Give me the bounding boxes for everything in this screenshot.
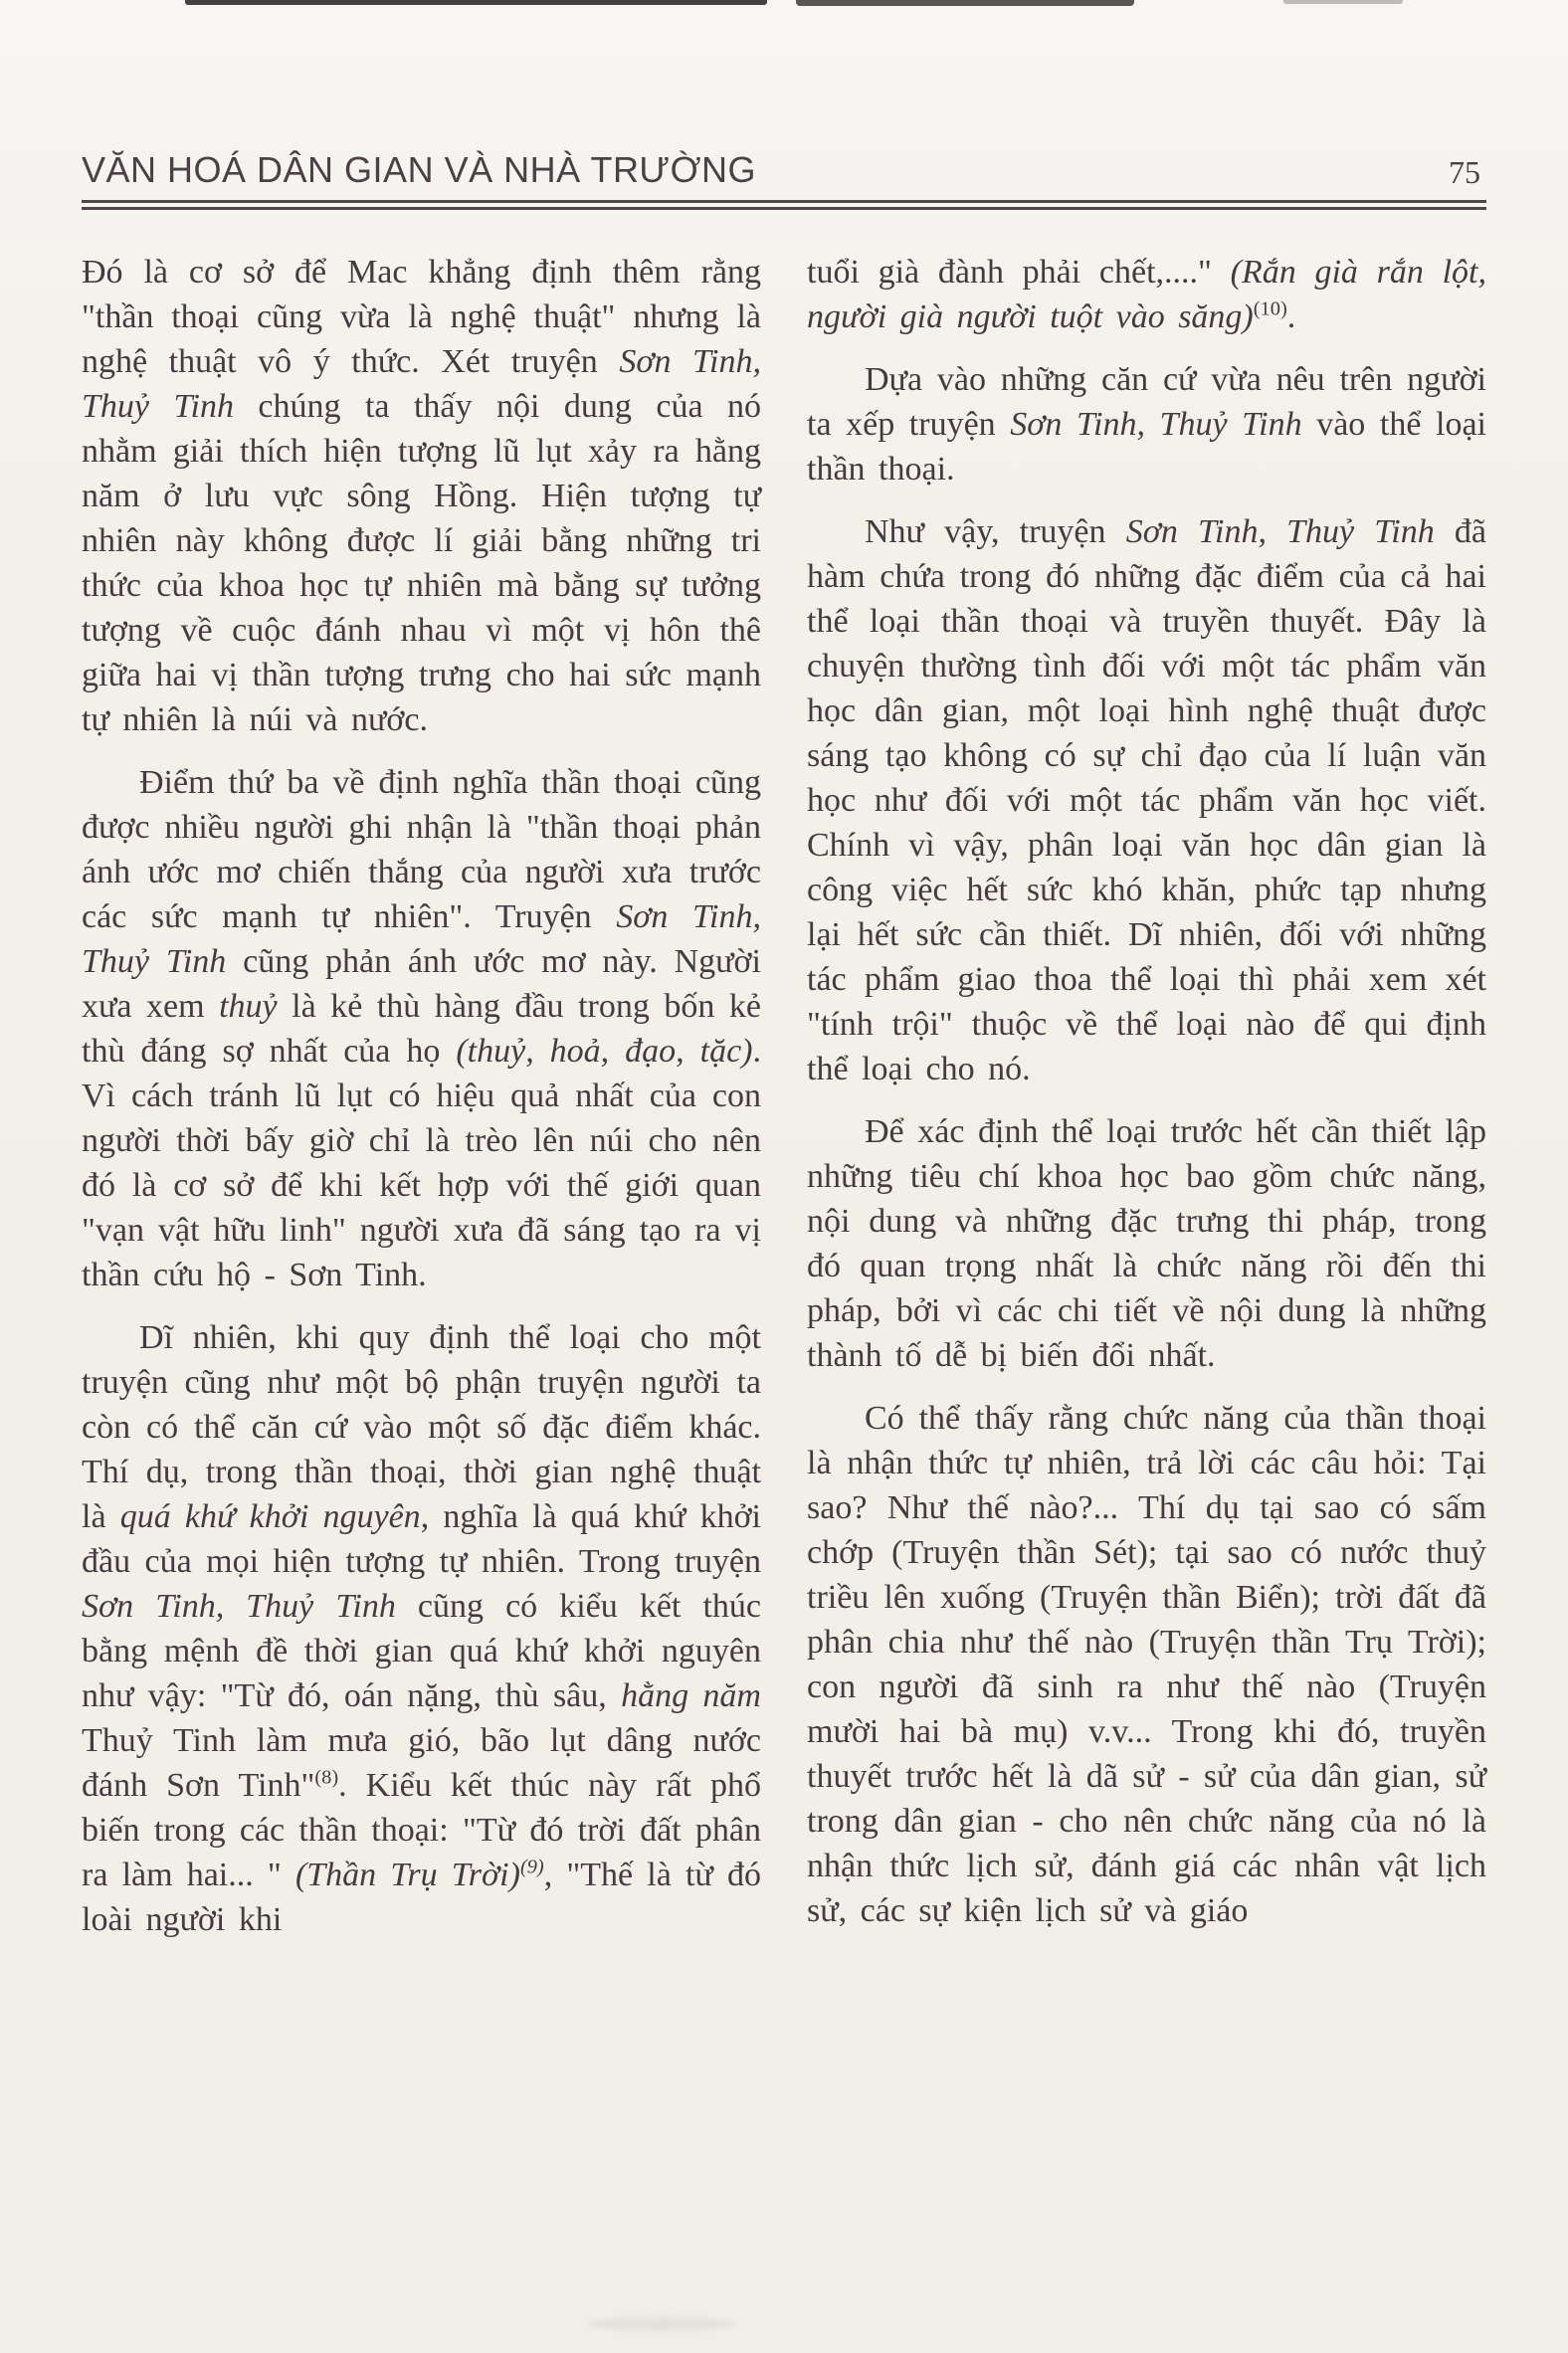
text-run: Thuỷ Tinh làm mưa gió, bão lụt dâng nước đánh Sơn Tinh" [82, 1722, 761, 1804]
text-run: . Vì cách tránh lũ lụt có hiệu quả nhất của con người thời bấy giờ chỉ là trèo lên núi cho nên đó là cơ sở để khi kết hợp với thế giới quan "vạn vật hữu linh" người xưa đã sáng tạo ra vị thần cứu hộ - Sơn Tinh. [82, 1033, 762, 1293]
text-run: Dĩ nhiên, khi quy định thể loại cho một truyện cũng như một bộ phận truyện người ta còn có thể căn cứ vào một số đặc điểm khác. Thí dụ, trong thần thoại, thời gian nghệ thuật là [82, 1319, 761, 1535]
page-number: 75 [1449, 154, 1480, 190]
text-run: (Thần Trụ Trời) [294, 1857, 520, 1893]
column-right [807, 250, 1486, 1942]
page-content [0, 149, 1568, 1942]
text-run: . [1286, 298, 1296, 335]
text-run: cũng phản ánh ước mơ này. Người xưa xem [82, 943, 761, 1025]
text-run: Điểm thứ ba về định nghĩa thần thoại cũng được nhiều người ghi nhận là "thần thoại phản ánh ước mơ chiến thắng của người xưa trước các sức mạnh tự nhiên". Truyện [82, 764, 761, 935]
text-run: Sơn Tinh, Thuỷ Tinh [82, 898, 761, 980]
paragraph [807, 509, 1486, 1091]
text-run: chúng ta thấy nội dung của nó nhằm giải thích hiện tượng lũ lụt xảy ra hằng năm ở lưu vực sông Hồng. Hiện tượng tự nhiên này không được lí giải bằng những tri thức của khoa học tự nhiên mà bằng sự tưởng tượng về cuộc đánh nhau vì một vị hôn thê giữa hai vị thần tượng trưng cho hai sức mạnh tự nhiên là núi và nước. [82, 388, 761, 738]
paragraph [807, 250, 1486, 339]
text-run: Để xác định thể loại trước hết cần thiết lập những tiêu chí khoa học bao gồm chức năng, nội dung và những đặc trưng thi pháp, trong đó quan trọng nhất là chức năng rồi đến thi pháp, bởi vì các chi tiết về nội dung là những thành tố dễ bị biến đổi nhất. [807, 1113, 1486, 1374]
scan-artifact-streak [1283, 0, 1403, 4]
footnote-marker: (10) [1253, 297, 1287, 320]
paragraph [82, 250, 761, 742]
text-run: quá khứ khởi nguyên [119, 1498, 421, 1535]
text-run: là kẻ thù hàng đầu trong bốn kẻ thù đáng sợ nhất của họ [82, 988, 761, 1070]
footnote-marker: (9) [519, 1856, 544, 1878]
scan-artifact-streak [796, 0, 1134, 6]
text-run: đã hàm chứa trong đó những đặc điểm của cả hai thể loại thần thoại và truyền thuyết. Đây là chuyện thường tình đối với một tác phẩm văn học dân gian, một loại hình nghệ thuật được sáng tạo không có sự chỉ đạo của lí luận văn học như đối với một tác phẩm văn học viết. Chính vì vậy, phân loại văn học dân gian là công việc hết sức khó khăn, phức tạp nhưng lại hết sức cần thiết. Dĩ nhiên, đối với những tác phẩm giao thoa thể loại thì phải xem xét "tính trội" thuộc về thể loại nào để qui định thể loại cho nó. [807, 513, 1486, 1087]
text-run: (Rắn già rắn lột, người già người tuột vào săng) [807, 254, 1486, 335]
page-header [82, 149, 1486, 191]
text-run: thuỷ [219, 988, 278, 1025]
text-run: Dựa vào những căn cứ vừa nêu trên người ta xếp truyện [807, 361, 1486, 443]
text-run: , nghĩa là quá khứ khởi đầu của mọi hiện tượng tự nhiên. Trong truyện [82, 1498, 761, 1580]
paragraph [82, 760, 761, 1297]
text-run: Có thể thấy rằng chức năng của thần thoại là nhận thức tự nhiên, trả lời các câu hỏi: Tại sao? Như thế nào?... Thí dụ tại sao có sấm chớp (Truyện thần Sét); tại sao có nước thuỷ triều lên xuống (Truyện thần Biển); trời đất đã phân chia như thế nào (Truyện thần Trụ Trời); con người đã sinh ra như thế nào (Truyện mười hai bà mụ) v.v... Trong khi đó, truyền thuyết trước hết là dã sử - sử của dân gian, sử trong dân gian - cho nên chức năng của nó là nhận thức lịch sử, đánh giá các nhân vật lịch sử, các sự kiện lịch sử và giáo [807, 1400, 1486, 1929]
text-run: Sơn Tinh, Thuỷ Tinh [1010, 406, 1302, 443]
paragraph [807, 357, 1486, 491]
text-run: (thuỷ, hoả, đạo, tặc) [456, 1033, 753, 1070]
running-head-title: VĂN HOÁ DÂN GIAN VÀ NHÀ TRƯỜNG [82, 149, 757, 190]
text-run: Như vậy, truyện [865, 513, 1126, 550]
text-run: cũng có kiểu kết thúc bằng mệnh đề thời gian quá khứ khởi nguyên như vậy: "Từ đó, oán nặng, thù sâu, [82, 1588, 761, 1714]
text-run: Sơn Tinh, Thuỷ Tinh [82, 1588, 396, 1625]
text-run: vào thể loại thần thoại. [807, 406, 1486, 488]
column-left [82, 250, 761, 1942]
text-run: . Kiểu kết thúc này rất phổ biến trong các thần thoại: "Từ đó trời đất phân ra làm hai... " [82, 1767, 762, 1893]
text-run: , "Thế là từ đó loài người khi [82, 1857, 761, 1938]
footnote-marker: (8) [314, 1766, 339, 1789]
header-double-rule [82, 200, 1486, 210]
text-run: hằng năm [621, 1677, 761, 1714]
paragraph [807, 1109, 1486, 1378]
paragraph [807, 1396, 1486, 1933]
scan-artifact-streak [185, 0, 767, 5]
scan-artifact-smudge [587, 2317, 736, 2331]
text-run: tuổi già đành phải chết,...." [807, 254, 1231, 291]
text-run: Đó là cơ sở để Mac khẳng định thêm rằng "thần thoại cũng vừa là nghệ thuật" nhưng là nghệ thuật vô ý thức. Xét truyện [82, 254, 761, 380]
paragraph [82, 1315, 761, 1942]
text-run: Sơn Tinh, Thuỷ Tinh [82, 343, 761, 425]
text-columns [82, 250, 1486, 1942]
text-run: Sơn Tinh, Thuỷ Tinh [1125, 513, 1435, 550]
